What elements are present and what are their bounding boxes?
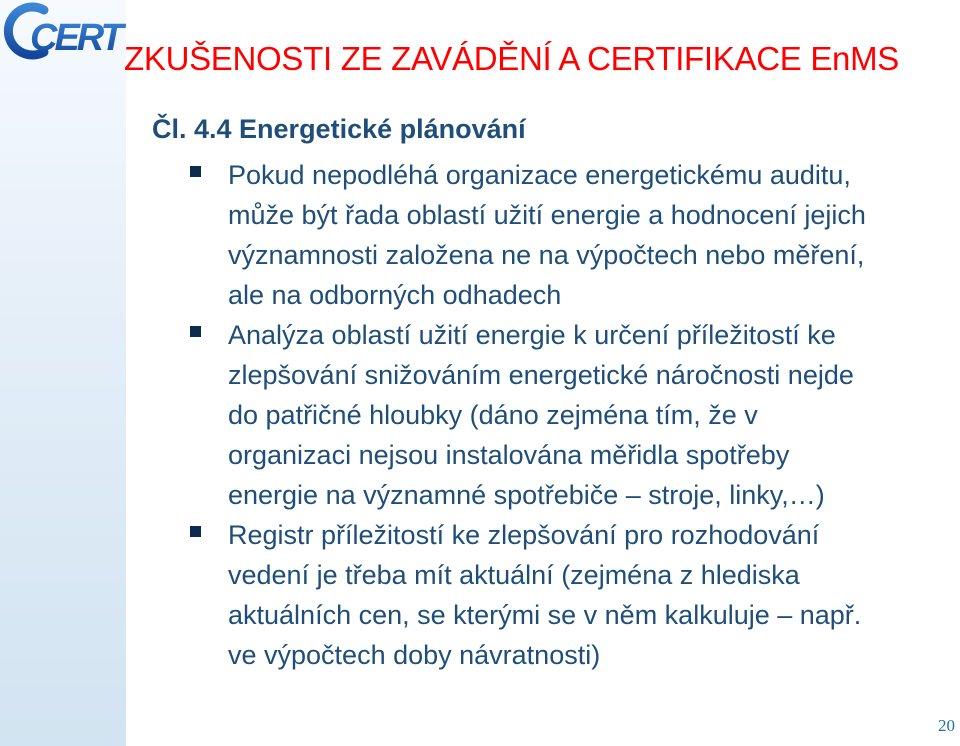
bullet-line: organizaci nejsou instalována měřidla spotřeby	[228, 440, 790, 470]
bullet-item	[190, 155, 950, 315]
square-bullet-icon	[190, 526, 201, 537]
cert-logo-icon	[0, 0, 126, 64]
section-heading: Čl. 4.4 Energetické plánování	[152, 114, 526, 144]
bullet-text	[228, 155, 950, 315]
bullet-line: ale na odborných odhadech	[228, 280, 562, 310]
bullet-line: do patřičné hloubky (dáno zejména tím, že v	[228, 400, 758, 430]
bullet-text	[228, 315, 950, 515]
bullet-line: zlepšování snižováním energetické náročnosti nejde	[228, 360, 854, 390]
bullet-line: energie na významné spotřebiče – stroje, linky,…)	[228, 480, 825, 510]
bullet-text	[228, 515, 950, 675]
bullet-line: Registr příležitostí ke zlepšování pro rozhodování	[228, 520, 820, 550]
bullet-line: významnosti založena ne na výpočtech nebo měření,	[228, 240, 865, 270]
bullet-list	[190, 155, 950, 675]
cert-logo	[0, 0, 126, 64]
logo-text: CERT	[30, 17, 121, 59]
bullet-line: může být řada oblastí užití energie a hodnocení jejich	[228, 200, 866, 230]
bullet-line: aktuálních cen, se kterými se v něm kalkuluje – např.	[228, 600, 862, 630]
square-bullet-icon	[190, 166, 201, 177]
bullet-line: Pokud nepodléhá organizace energetickému auditu,	[228, 160, 851, 190]
bullet-item	[190, 515, 950, 675]
slide-title: ZKUŠENOSTI ZE ZAVÁDĚNÍ A CERTIFIKACE EnMS	[124, 40, 899, 77]
page-number: 20	[938, 716, 955, 735]
square-bullet-icon	[190, 326, 201, 337]
bullet-line: Analýza oblastí užití energie k určení příležitostí ke	[228, 320, 836, 350]
bullet-line: vedení je třeba mít aktuální (zejména z hlediska	[228, 560, 800, 590]
bullet-item	[190, 315, 950, 515]
left-decorative-band	[0, 0, 126, 746]
bullet-line: ve výpočtech doby návratnosti)	[228, 640, 601, 670]
